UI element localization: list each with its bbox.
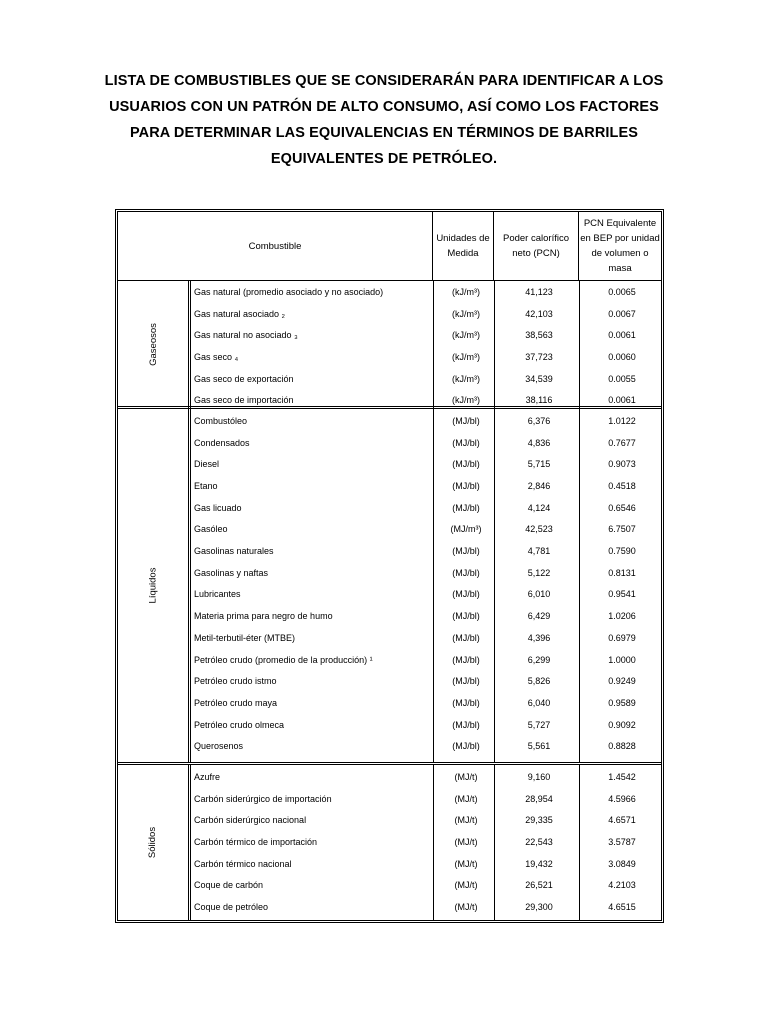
table-row xyxy=(189,475,661,497)
calorific-value: 28,954 xyxy=(525,793,553,804)
category-1 xyxy=(118,409,188,762)
bep-equivalent: 1.0206 xyxy=(608,611,636,622)
bep-equivalent: 3.5787 xyxy=(608,836,636,847)
fuel-name: Condensados xyxy=(194,437,250,448)
category-label: Líquidos xyxy=(147,567,159,604)
unit-of-measure: (MJ/bl) xyxy=(452,611,480,622)
table-row xyxy=(189,809,661,831)
calorific-value: 42,523 xyxy=(525,524,553,535)
bep-equivalent: 0.9092 xyxy=(608,719,636,730)
calorific-value: 38,116 xyxy=(525,395,553,406)
bep-equivalent: 4.6571 xyxy=(608,815,636,826)
category-label: Gaseosos xyxy=(147,323,159,366)
calorific-value: 29,335 xyxy=(525,815,553,826)
fuel-name: Petróleo crudo istmo xyxy=(194,676,277,687)
calorific-value: 5,561 xyxy=(527,741,551,752)
unit-of-measure: (kJ/m³) xyxy=(452,395,480,406)
calorific-value: 6,010 xyxy=(527,589,551,600)
table-row xyxy=(189,896,661,918)
calorific-value: 5,122 xyxy=(527,567,551,578)
bep-equivalent: 0.8828 xyxy=(608,741,636,752)
unit-of-measure: (kJ/m³) xyxy=(452,373,480,384)
unit-of-measure: (kJ/m³) xyxy=(452,351,480,362)
fuel-name: Etano xyxy=(194,480,218,491)
calorific-value: 2,846 xyxy=(527,480,551,491)
unit-of-measure: (MJ/bl) xyxy=(452,719,480,730)
table-row xyxy=(189,788,661,810)
group-divider xyxy=(118,406,661,407)
fuel-name: Carbón térmico nacional xyxy=(194,858,292,869)
bep-equivalent: 4.6515 xyxy=(608,902,636,913)
table-row xyxy=(189,562,661,584)
unit-of-measure: (MJ/bl) xyxy=(452,741,480,752)
group-divider xyxy=(118,762,661,763)
unit-of-measure: (MJ/t) xyxy=(454,858,478,869)
calorific-value: 6,040 xyxy=(527,697,551,708)
table-row xyxy=(189,627,661,649)
bep-equivalent: 3.0849 xyxy=(608,858,636,869)
table-row xyxy=(189,831,661,853)
table-row xyxy=(189,410,661,432)
table-row xyxy=(189,649,661,671)
bep-equivalent: 4.2103 xyxy=(608,880,636,891)
table-row xyxy=(189,605,661,627)
category-label: Sólidos xyxy=(147,826,159,859)
fuel-name: Gas natural no asociado ₃ xyxy=(194,330,298,341)
fuel-name: Coque de carbón xyxy=(194,880,264,891)
table-row xyxy=(189,540,661,562)
fuel-name: Carbón siderúrgico de importación xyxy=(194,793,332,804)
calorific-value: 6,299 xyxy=(527,654,551,665)
unit-of-measure: (MJ/t) xyxy=(454,902,478,913)
table-row xyxy=(189,432,661,454)
unit-of-measure: (MJ/t) xyxy=(454,836,478,847)
fuel-name: Materia prima para negro de humo xyxy=(194,611,333,622)
calorific-value: 38,563 xyxy=(525,330,553,341)
unit-of-measure: (MJ/t) xyxy=(454,815,478,826)
bep-equivalent: 0.8131 xyxy=(608,567,636,578)
calorific-value: 37,723 xyxy=(525,351,553,362)
unit-of-measure: (kJ/m³) xyxy=(452,286,480,297)
table-row xyxy=(189,497,661,519)
bep-equivalent: 0.9249 xyxy=(608,676,636,687)
bep-equivalent: 0.7677 xyxy=(608,437,636,448)
header-combustible: Combustible xyxy=(118,212,433,280)
table-row xyxy=(189,736,661,758)
calorific-value: 5,727 xyxy=(527,719,551,730)
calorific-value: 4,124 xyxy=(527,502,551,513)
calorific-value: 9,160 xyxy=(527,771,551,782)
table-row xyxy=(189,346,661,368)
category-2 xyxy=(118,765,188,920)
fuel-name: Gas licuado xyxy=(194,502,242,513)
unit-of-measure: (MJ/bl) xyxy=(452,415,480,426)
table-row xyxy=(189,281,661,303)
calorific-value: 5,826 xyxy=(527,676,551,687)
unit-of-measure: (MJ/bl) xyxy=(452,676,480,687)
unit-of-measure: (MJ/bl) xyxy=(452,502,480,513)
unit-of-measure: (MJ/bl) xyxy=(452,654,480,665)
fuel-name: Gas natural (promedio asociado y no asociado) xyxy=(194,286,384,297)
table-row xyxy=(189,368,661,390)
fuel-name: Diesel xyxy=(194,459,220,470)
unit-of-measure: (MJ/bl) xyxy=(452,459,480,470)
unit-of-measure: (MJ/t) xyxy=(454,771,478,782)
table-row xyxy=(189,766,661,788)
fuel-name: Gas natural asociado ₂ xyxy=(194,308,286,319)
bep-equivalent: 0.0061 xyxy=(608,395,636,406)
calorific-value: 4,836 xyxy=(527,437,551,448)
header-unidades: Unidades de Medida xyxy=(433,212,494,280)
calorific-value: 19,432 xyxy=(525,858,553,869)
calorific-value: 22,543 xyxy=(525,836,553,847)
unit-of-measure: (kJ/m³) xyxy=(452,308,480,319)
table-row xyxy=(189,519,661,541)
bep-equivalent: 0.4518 xyxy=(608,480,636,491)
unit-of-measure: (MJ/bl) xyxy=(452,632,480,643)
fuel-name: Gasóleo xyxy=(194,524,228,535)
bep-equivalent: 0.7590 xyxy=(608,546,636,557)
table-row xyxy=(189,453,661,475)
fuel-name: Gas seco ₄ xyxy=(194,351,239,362)
bep-equivalent: 1.4542 xyxy=(608,771,636,782)
table-row xyxy=(189,303,661,325)
header-pcn-equivalente: PCN Equivalente en BEP por unidad de volumen o masa xyxy=(580,218,660,274)
document-title: LISTA DE COMBUSTIBLES QUE SE CONSIDERARÁN PARA IDENTIFICAR A LOS USUARIOS CON UN PATRÓN DE ALTO CONSUMO, ASÍ COMO LOS FACTORES PARA DETERMINAR LAS EQUIVALENCIAS EN TÉRMINOS DE BARRILES EQUIVALENTES DE PETRÓLEO. xyxy=(104,73,664,167)
bep-equivalent: 0.0061 xyxy=(608,330,636,341)
table-row xyxy=(189,875,661,897)
table-row xyxy=(189,692,661,714)
unit-of-measure: (kJ/m³) xyxy=(452,330,480,341)
category-0 xyxy=(118,280,188,409)
fuel-name: Gasolinas y naftas xyxy=(194,567,269,578)
calorific-value: 34,539 xyxy=(525,373,553,384)
calorific-value: 29,300 xyxy=(525,902,553,913)
fuel-name: Petróleo crudo olmeca xyxy=(194,719,285,730)
calorific-value: 26,521 xyxy=(525,880,553,891)
bep-equivalent: 0.0065 xyxy=(608,286,636,297)
unit-of-measure: (MJ/t) xyxy=(454,880,478,891)
bep-equivalent: 1.0000 xyxy=(608,654,636,665)
bep-equivalent: 0.0067 xyxy=(608,308,636,319)
table-row xyxy=(189,584,661,606)
unit-of-measure: (MJ/bl) xyxy=(452,546,480,557)
fuel-name: Combustóleo xyxy=(194,415,248,426)
bep-equivalent: 0.6546 xyxy=(608,502,636,513)
table-row xyxy=(189,670,661,692)
bep-equivalent: 0.9073 xyxy=(608,459,636,470)
bep-equivalent: 4.5966 xyxy=(608,793,636,804)
bep-equivalent: 1.0122 xyxy=(608,415,636,426)
table-row xyxy=(189,853,661,875)
unit-of-measure: (MJ/bl) xyxy=(452,697,480,708)
calorific-value: 4,781 xyxy=(527,546,551,557)
calorific-value: 6,376 xyxy=(527,415,551,426)
calorific-value: 41,123 xyxy=(525,286,553,297)
fuel-name: Carbón térmico de importación xyxy=(194,836,318,847)
fuel-name: Gasolinas naturales xyxy=(194,546,274,557)
unit-of-measure: (MJ/m³) xyxy=(450,524,482,535)
fuel-name: Azufre xyxy=(194,771,221,782)
calorific-value: 6,429 xyxy=(527,611,551,622)
fuel-name: Querosenos xyxy=(194,741,244,752)
fuel-name: Carbón siderúrgico nacional xyxy=(194,815,307,826)
calorific-value: 4,396 xyxy=(527,632,551,643)
fuel-name: Coque de petróleo xyxy=(194,902,269,913)
fuel-name: Petróleo crudo (promedio de la producción) ¹ xyxy=(194,654,373,665)
table-row xyxy=(189,324,661,346)
fuel-name: Lubricantes xyxy=(194,589,241,600)
table-row xyxy=(189,714,661,736)
bep-equivalent: 0.0055 xyxy=(608,373,636,384)
fuel-name: Petróleo crudo maya xyxy=(194,697,278,708)
fuel-name: Gas seco de exportación xyxy=(194,373,294,384)
unit-of-measure: (MJ/bl) xyxy=(452,589,480,600)
fuel-table xyxy=(115,209,664,923)
unit-of-measure: (MJ/bl) xyxy=(452,567,480,578)
calorific-value: 42,103 xyxy=(525,308,553,319)
unit-of-measure: (MJ/t) xyxy=(454,793,478,804)
header-poder-calorifico: Poder calorífico neto (PCN) xyxy=(494,212,579,280)
bep-equivalent: 0.0060 xyxy=(608,351,636,362)
bep-equivalent: 0.9589 xyxy=(608,697,636,708)
unit-of-measure: (MJ/bl) xyxy=(452,480,480,491)
bep-equivalent: 0.6979 xyxy=(608,632,636,643)
fuel-name: Gas seco de importación xyxy=(194,395,294,406)
fuel-name: Metil-terbutil-éter (MTBE) xyxy=(194,632,296,643)
bep-equivalent: 6.7507 xyxy=(608,524,636,535)
unit-of-measure: (MJ/bl) xyxy=(452,437,480,448)
bep-equivalent: 0.9541 xyxy=(608,589,636,600)
calorific-value: 5,715 xyxy=(527,459,551,470)
